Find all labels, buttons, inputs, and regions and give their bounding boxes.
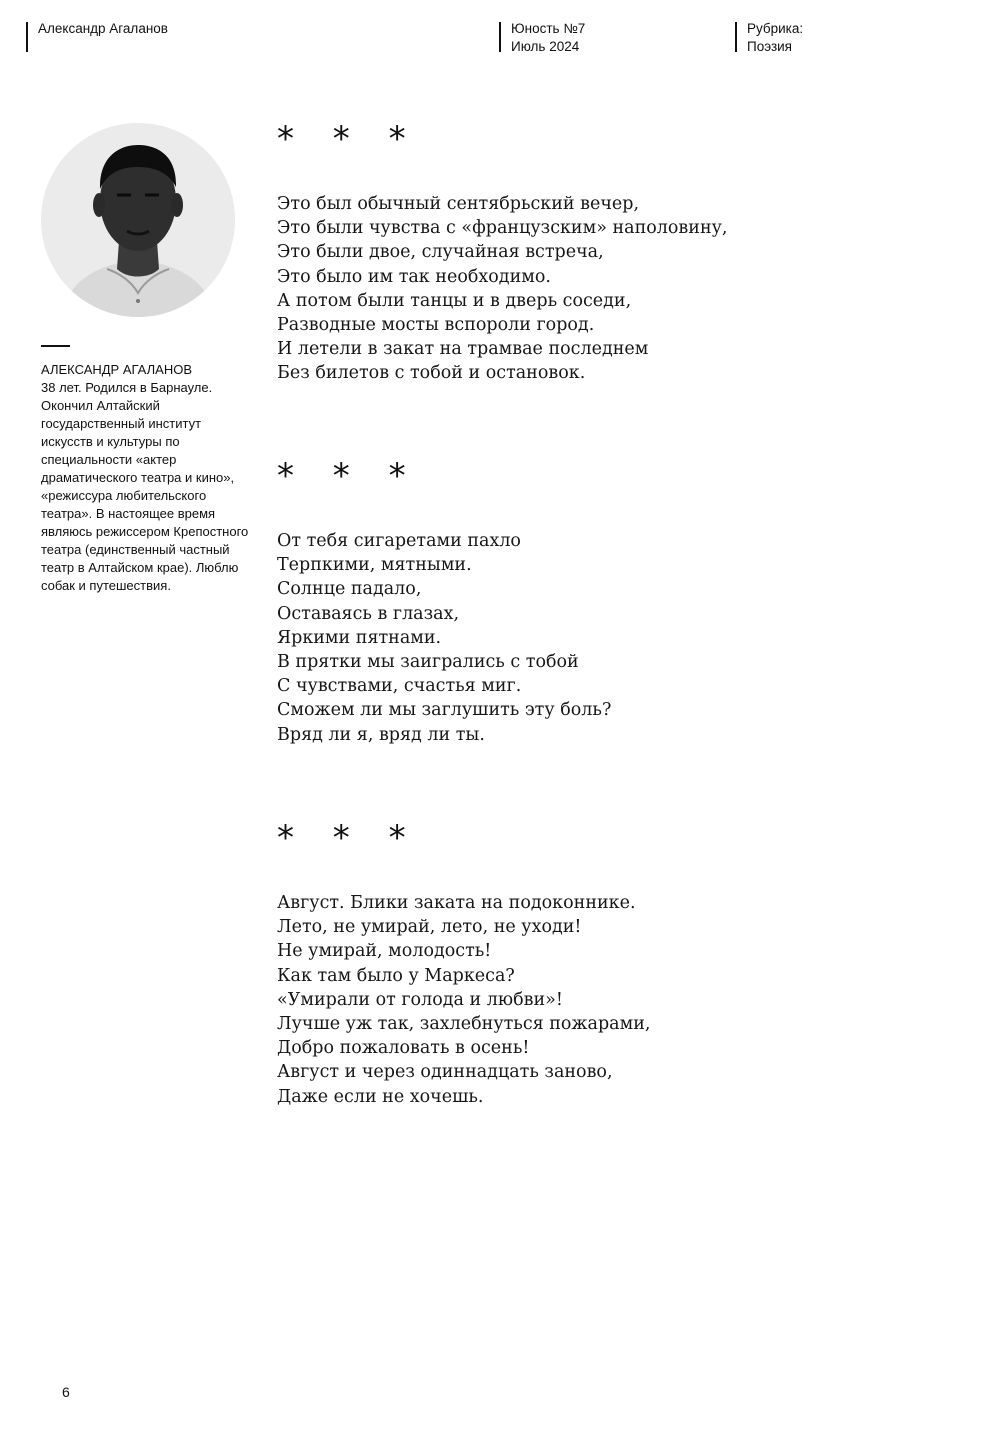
header-rubric-label: Рубрика: [747,21,804,36]
poem-line: И летели в закат на трамвае последнем [277,339,649,360]
author-portrait-icon [41,123,235,317]
poem-line: Оставаясь в глазах, [277,603,460,624]
header-author-name: Александр Агаланов [38,21,168,36]
poem-line: Лето, не умирай, лето, не уходи! [277,917,582,938]
poem-line: Это были чувства с «французским» наполовину, [277,218,728,239]
poem [277,818,651,1109]
header-issue-date: Июль 2024 [511,39,580,54]
header-rubric-value: Поэзия [747,39,792,54]
header-author [26,20,168,38]
poem-line: Даже если не хочешь. [277,1086,484,1107]
page-number: 6 [62,1384,70,1400]
poem-line: Солнце падало, [277,579,422,600]
author-bio [41,345,256,595]
poem-line: Вряд ли я, вряд ли ты. [277,724,485,745]
poem [277,456,612,747]
header-divider [735,22,737,52]
poem-asterisks: * * * [277,818,420,858]
poem-line: Это был обычный сентябрьский вечер, [277,194,640,214]
poem [277,119,728,386]
header-magazine-title: Юность №7 [511,21,586,36]
bio-text: 38 лет. Родился в Барнауле. Окончил Алтайский государственный институт искусств и культуры по специальности «актер драматического театра и кино», «режиссура любительского театра». В настоящее время являюсь режиссером Крепостного театра (единственный частный театр в Алтайском крае). Люблю собак и путешествия. [41,379,249,593]
poem-line: Это были двое, случайная встреча, [277,242,604,263]
poem-line: Яркими пятнами. [277,627,442,648]
poem-line: Без билетов с тобой и остановок. [277,363,586,384]
poem-line: Август и через одиннадцать заново, [277,1062,613,1083]
author-photo [41,123,235,317]
poem-asterisks: * * * [277,456,420,496]
poem-line: А потом были танцы и в дверь соседи, [277,290,632,311]
header-magazine [499,20,585,56]
poem-line: С чувствами, счастья миг. [277,676,522,697]
poem-line: Как там было у Маркеса? [277,965,515,986]
bio-divider [41,345,70,347]
poem-line: Разводные мосты вспороли город. [277,315,595,336]
poem-lines [277,192,727,386]
poem-line: Это было им так необходимо. [277,266,551,287]
poem-line: Сможем ли мы заглушить эту боль? [277,700,612,721]
bio-author-name: АЛЕКСАНДР АГАЛАНОВ [41,361,193,377]
poem-line: Не умирай, молодость! [277,941,492,962]
poem-line: От тебя сигаретами пахло [277,531,521,551]
poem-line: «Умирали от голода и любви»! [277,989,563,1010]
poem-line: Лучше уж так, захлебнуться пожарами, [277,1014,651,1035]
poem-lines [277,529,611,747]
header-divider [26,22,28,52]
poem-line: Добро пожаловать в осень! [277,1038,530,1059]
header-rubric [735,20,803,56]
poem-line: Терпкими, мятными. [277,555,472,576]
poem-line: Август. Блики заката на подоконнике. [277,893,636,913]
poem-asterisks: * * * [277,119,420,159]
poem-line: В прятки мы заигрались с тобой [277,652,579,673]
poem-lines [277,891,650,1109]
header-divider [499,22,501,52]
